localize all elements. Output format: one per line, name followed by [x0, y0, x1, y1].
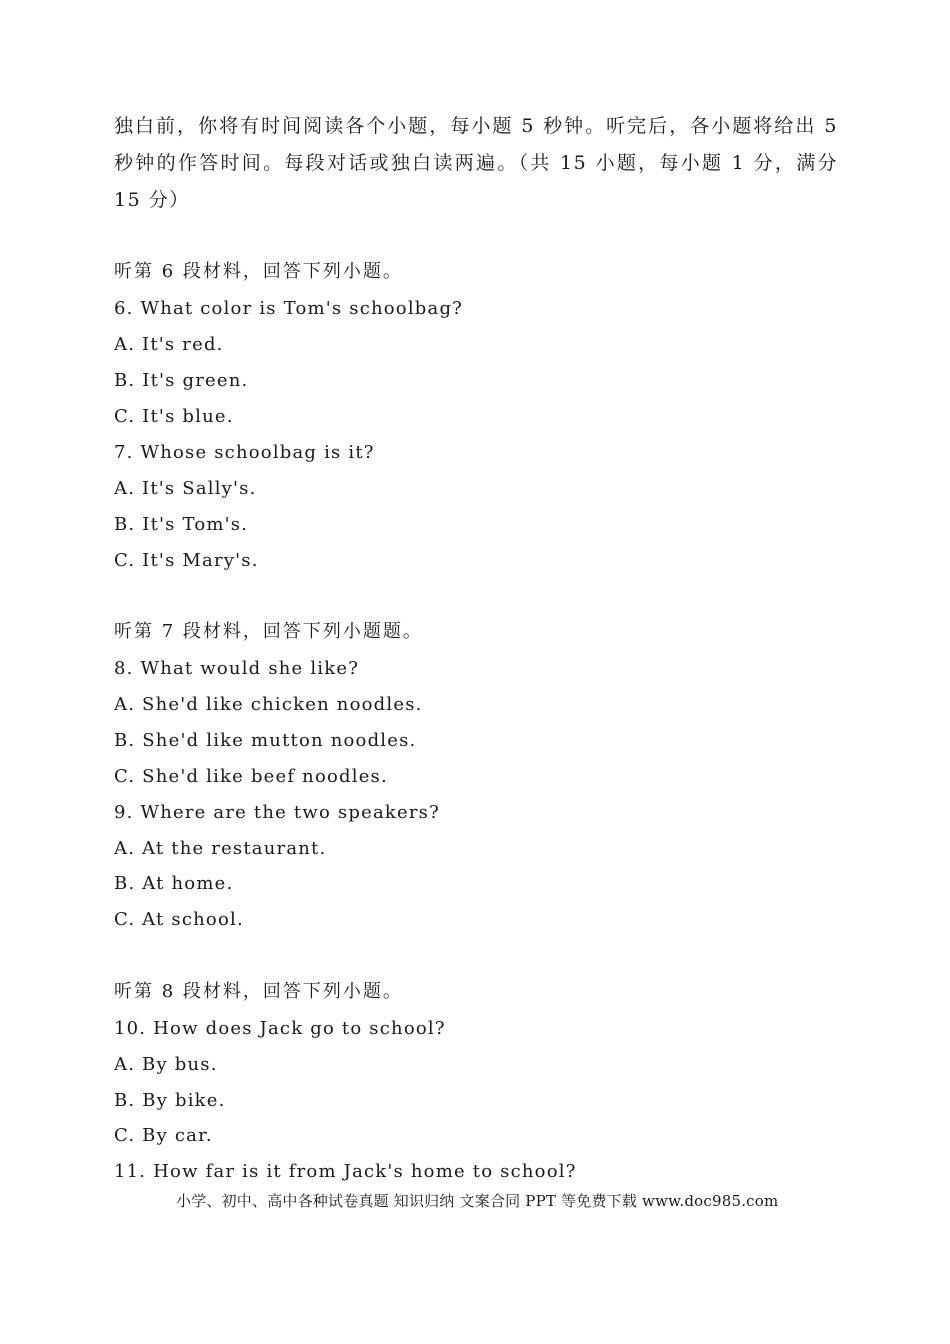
question-stem: 6. What color is Tom's schoolbag? — [114, 298, 464, 319]
answer-option: C. It's blue. — [114, 406, 234, 427]
question-stem: 11. How far is it from Jack's home to school? — [114, 1161, 577, 1182]
instructions-paragraph: 独白前，你将有时间阅读各个小题，每小题 5 秒钟。听完后，各小题将给出 5 秒钟的作答时间。每段对话或独白读两遍。（共 15 小题，每小题 1 分，满分 15 分） — [114, 115, 838, 211]
answer-option: C. It's Mary's. — [114, 550, 259, 571]
answer-option: A. She'd like chicken noodles. — [114, 694, 423, 715]
answer-option: B. It's Tom's. — [114, 514, 249, 535]
question-stem: 9. Where are the two speakers? — [114, 802, 440, 823]
page-footer: 小学、初中、高中各种试卷真题 知识归纳 文案合同 PPT 等免费下载 www.doc985.com — [176, 1192, 779, 1210]
question-stem: 10. How does Jack go to school? — [114, 1018, 446, 1039]
answer-option: C. By car. — [114, 1125, 213, 1146]
section-heading: 听第 8 段材料，回答下列小题。 — [114, 981, 403, 1002]
answer-option: A. It's Sally's. — [114, 478, 257, 499]
answer-option: B. She'd like mutton noodles. — [114, 730, 417, 751]
answer-option: B. By bike. — [114, 1090, 226, 1111]
answer-option: A. By bus. — [114, 1054, 218, 1075]
section-heading: 听第 6 段材料，回答下列小题。 — [114, 261, 403, 282]
answer-option: B. It's green. — [114, 370, 249, 391]
answer-option: A. At the restaurant. — [114, 838, 327, 859]
question-stem: 7. Whose schoolbag is it? — [114, 442, 375, 463]
answer-option: C. She'd like beef noodles. — [114, 766, 388, 787]
section-heading: 听第 7 段材料，回答下列小题题。 — [114, 621, 423, 642]
question-stem: 8. What would she like? — [114, 658, 360, 679]
answer-option: C. At school. — [114, 909, 244, 930]
answer-option: A. It's red. — [114, 334, 224, 355]
answer-option: B. At home. — [114, 873, 234, 894]
